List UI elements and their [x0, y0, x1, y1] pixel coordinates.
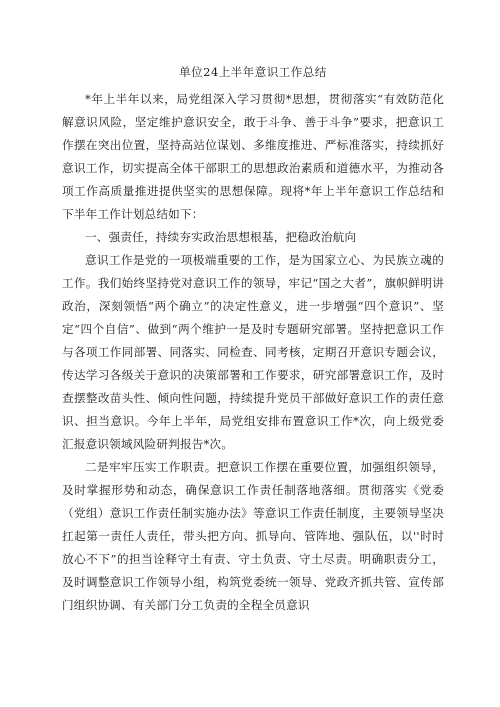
document-page: [62, 64, 444, 617]
document-title: 单位24上半年意识工作总结: [179, 65, 327, 79]
body-paragraph: 意识工作是党的一项极端重要的工作，是为国家立心、为民族立魂的工作。我们始终坚持党对意识工作的领导，牢记“国之大者”，旗帜鲜明讲政治，深刻领悟“两个确立”的决定性意义，进一步增强“四个意识”、坚定“四个自信”、做到“两个维护一是及时专题研究部署。坚持把意识工作与各项工作同部署、同落实、同检查、同考核，定期召开意识专题会议，传达学习各级关于意识的决策部署和工作要求，研究部署意识工作，及时查摆整改苗头性、倾向性问题，持续提升党员干部做好意识工作的责任意识、担当意识。今年上半年，局党组安排布置意识工作*次，向上级党委汇报意识领域风险研判报告*次。: [62, 253, 444, 451]
section-heading: 一、强责任，持续夯实政治思想根基，把稳政治航向: [85, 230, 357, 244]
intro-paragraph: *年上半年以来，局党组深入学习贯彻*思想，贯彻落实“有效防范化解意识风险，坚定维护意识安全，敢于斗争、善于斗争”要求，把意识工作摆在突出位置，坚持高站位谋划、多维度推进、严标准落实，持续抓好意识工作，切实提高全体干部职工的思想政治素质和道德水平，为推动各项工作高质量推进提供坚实的思想保障。现将*年上半年意识工作总结和下半年工作计划总结如下：: [62, 92, 444, 221]
body-paragraph: 二是牢牢压实工作职责。把意识工作摆在重要位置，加强组织领导，及时掌握形势和动态，确保意识工作责任制落地落细。贯彻落实《党委（党组）意识工作责任制实施办法》等意识工作责任制度，主要领导坚决扛起第一责任人责任，带头把方向、抓导向、管阵地、强队伍，以''时时放心不下”的担当诠释守土有责、守土负责、守土尽责。明确职责分工，及时调整意识工作领导小组，构筑党委统一领导、党政齐抓共管、宣传部门组织协调、有关部门分工负责的全程全员意识: [62, 460, 444, 612]
